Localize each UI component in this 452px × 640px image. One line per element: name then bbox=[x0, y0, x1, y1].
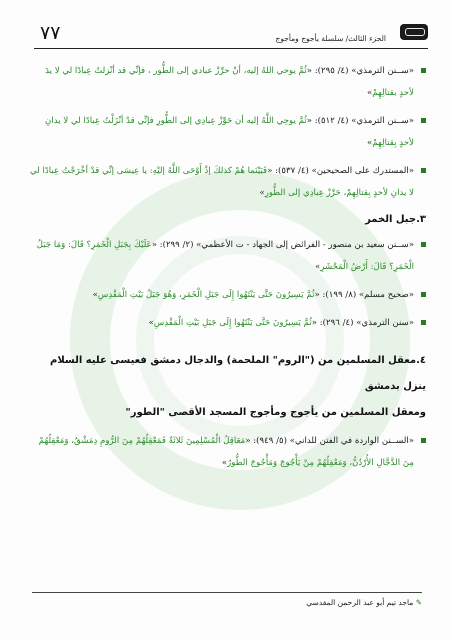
hadith-item: «صحيح مسلم» (٨/ ١٩٩): «ثُمَّ يَسِيرُونَ حَتَّى يَنْتَهُوا إِلَى جَبَلِ الْخَمَرِ، وَهُوَ جَبَلُ بَيْتِ الْمَقْدِسِ» bbox=[30, 284, 426, 306]
hadith-source: «سنن الترمذي» (٤/ ٢٩٦): « bbox=[311, 318, 414, 328]
section-heading-line: ٤.معقل المسلمين من ("الروم" الملحمة) والدجال دمشق فعيسى عليه السلام ينزل بدمشق bbox=[49, 355, 426, 392]
hadith-text: ثُمَّ يوحي اللهُ إليه، أنْ حرِّزْ عبادي إلى الطُّور ، فإنِّي قد أنْزلتُ عِبادًا لي لا يدَ لأحدٍ بقتالِهِمْ bbox=[45, 66, 414, 98]
hadith-source: «ســنن الترمذي» (٤/ ٥١٢): « bbox=[306, 116, 414, 126]
hadith-item: «المستدرك على الصحيحين» (٤/ ٥٣٧): «فَبَيْنَما هُمْ كذلكَ إذْ أَوْحَى اللَّهُ إليْهِ: يا عِيسَى إنِّي قدْ أخْرَجْتُ عِبادًا لي لا يدانِ لأحدٍ بِقتالِهِمْ، حَرِّزْ عِبادِي إلى الطُّورِ» bbox=[30, 160, 426, 204]
section-heading bbox=[30, 348, 426, 426]
hadith-source: «ســنن الترمذي» (٤/ ٢٩٥): « bbox=[306, 66, 414, 76]
hadith-text: عَلَيْكَ بِجَبَلِ الْخَمَرِ؟ قَالَ: وَمَا جَبَلُ الْخَمَرِ؟ قَالَ: أَرْضُ الْمَحْشَرِ bbox=[36, 240, 414, 272]
footer-rule bbox=[32, 592, 422, 593]
hadith-item: «ســنن الترمذي» (٤/ ٢٩٥): «ثُمَّ يوحي اللهُ إليه، أنْ حرِّزْ عبادي إلى الطُّور ، فإنِّي قد أنْزلتُ عِبادًا لي لا يدَ لأحدٍ بقتالِهِمْ» bbox=[30, 60, 426, 104]
author-name: ماجد تيم أبو عبد الرحمن المقدسي bbox=[306, 598, 414, 607]
hadith-source: «المستدرك على الصحيحين» (٤/ ٥٣٧): « bbox=[267, 166, 414, 176]
hadith-item: «ســنن سعيد بن منصور - الفرائض إلى الجهاد - ت الأعظمي» (٢/ ٢٩٩): «عَلَيْكَ بِجَبَلِ الْخَمَرِ؟ قَالَ: وَمَا جَبَلُ الْخَمَرِ؟ قَالَ: أَرْضُ الْمَحْشَرِ» bbox=[30, 234, 426, 278]
hadith-source: «ســنن سعيد بن منصور - الفرائض إلى الجهاد - ت الأعظمي» (٢/ ٢٩٩): « bbox=[151, 240, 414, 250]
section-heading-line: ومعقل المسلمين من يأجوج ومأجوج المسجد الأقصى "الطور" bbox=[125, 407, 426, 418]
hadith-text: ثُمَّ يَسِيرُونَ حَتَّى يَنْتَهُوا إِلَى جَبَلِ بَيْتِ الْمَقْدِسِ bbox=[153, 318, 312, 328]
hadith-item: «الســنن الواردة في الفتن للداني» (٥/ ٩٤٩): «مَعَاقِلُ الْمُسْلِمِينَ ثَلاثَةٌ فَمَعْقِلُهُمْ مِنَ الرُّومِ دِمَشْقُ، وَمَعْقِلُهُمْ مِنَ الدَّجَّالِ الأُرْدُنُّ، وَمَعْقِلُهُمْ مِنْ يَأْجُوجَ وَمَأْجُوجَ الطُّورُ» bbox=[30, 430, 426, 474]
page-number: ٧٧ bbox=[40, 22, 61, 44]
hadith-source: «صحيح مسلم» (٨/ ١٩٩): « bbox=[314, 290, 414, 300]
section-heading: ٣.جبل الخمر bbox=[365, 214, 426, 225]
hadith-text: مَعَاقِلُ الْمُسْلِمِينَ ثَلاثَةٌ فَمَعْقِلُهُمْ مِنَ الرُّومِ دِمَشْقُ، وَمَعْقِلُهُمْ مِنَ الدَّجَّالِ الأُرْدُنُّ، وَمَعْقِلُهُمْ مِنْ يَأْجُوجَ وَمَأْجُوجَ الطُّورُ bbox=[38, 436, 414, 468]
running-head: الجزء الثالث/ سلسلة يأجوج ومأجوج bbox=[275, 34, 386, 43]
pen-icon: ✎ bbox=[415, 598, 422, 607]
hadith-item: «ســنن الترمذي» (٤/ ٥١٢): «ثُمَّ يوحِي اللَّهُ إليه أن حَوِّزْ عِبادِي إلى الطُّورِ فإنِّي قدْ أنْزَلْتُ عِبادًا لي لا يدانِ لأحدٍ بِقتالِهِمْ» bbox=[30, 110, 426, 154]
hadith-source: «الســنن الواردة في الفتن للداني» (٥/ ٩٤٩): « bbox=[245, 436, 414, 446]
main-content bbox=[30, 60, 426, 480]
hadith-item: «سنن الترمذي» (٤/ ٢٩٦): «ثُمَّ يَسِيرُونَ حَتَّى يَنْتَهُوا إِلَى جَبَلِ بَيْتِ الْمَقْدِسِ» bbox=[30, 312, 426, 334]
book-logo-icon bbox=[400, 24, 428, 40]
header-rule bbox=[34, 48, 428, 49]
footer-author bbox=[306, 598, 422, 607]
hadith-text: ثُمَّ يَسِيرُونَ حَتَّى يَنْتَهُوا إِلَى جَبَلِ الْخَمَرِ، وَهُوَ جَبَلُ بَيْتِ الْمَقْدِسِ bbox=[97, 290, 315, 300]
hadith-text: ثُمَّ يوحِي اللَّهُ إليه أن حَوِّزْ عِبادِي إلى الطُّورِ فإنِّي قدْ أنْزَلْتُ عِبادًا لي لا يدانِ لأحدٍ بِقتالِهِمْ bbox=[45, 116, 414, 148]
hadith-text: فَبَيْنَما هُمْ كذلكَ إذْ أَوْحَى اللَّهُ إليْهِ: يا عِيسَى إنِّي قدْ أخْرَجْتُ عِبادًا لي لا يدانِ لأحدٍ بِقتالِهِمْ، حَرِّزْ عِبادِي إلى الطُّورِ bbox=[30, 166, 414, 198]
